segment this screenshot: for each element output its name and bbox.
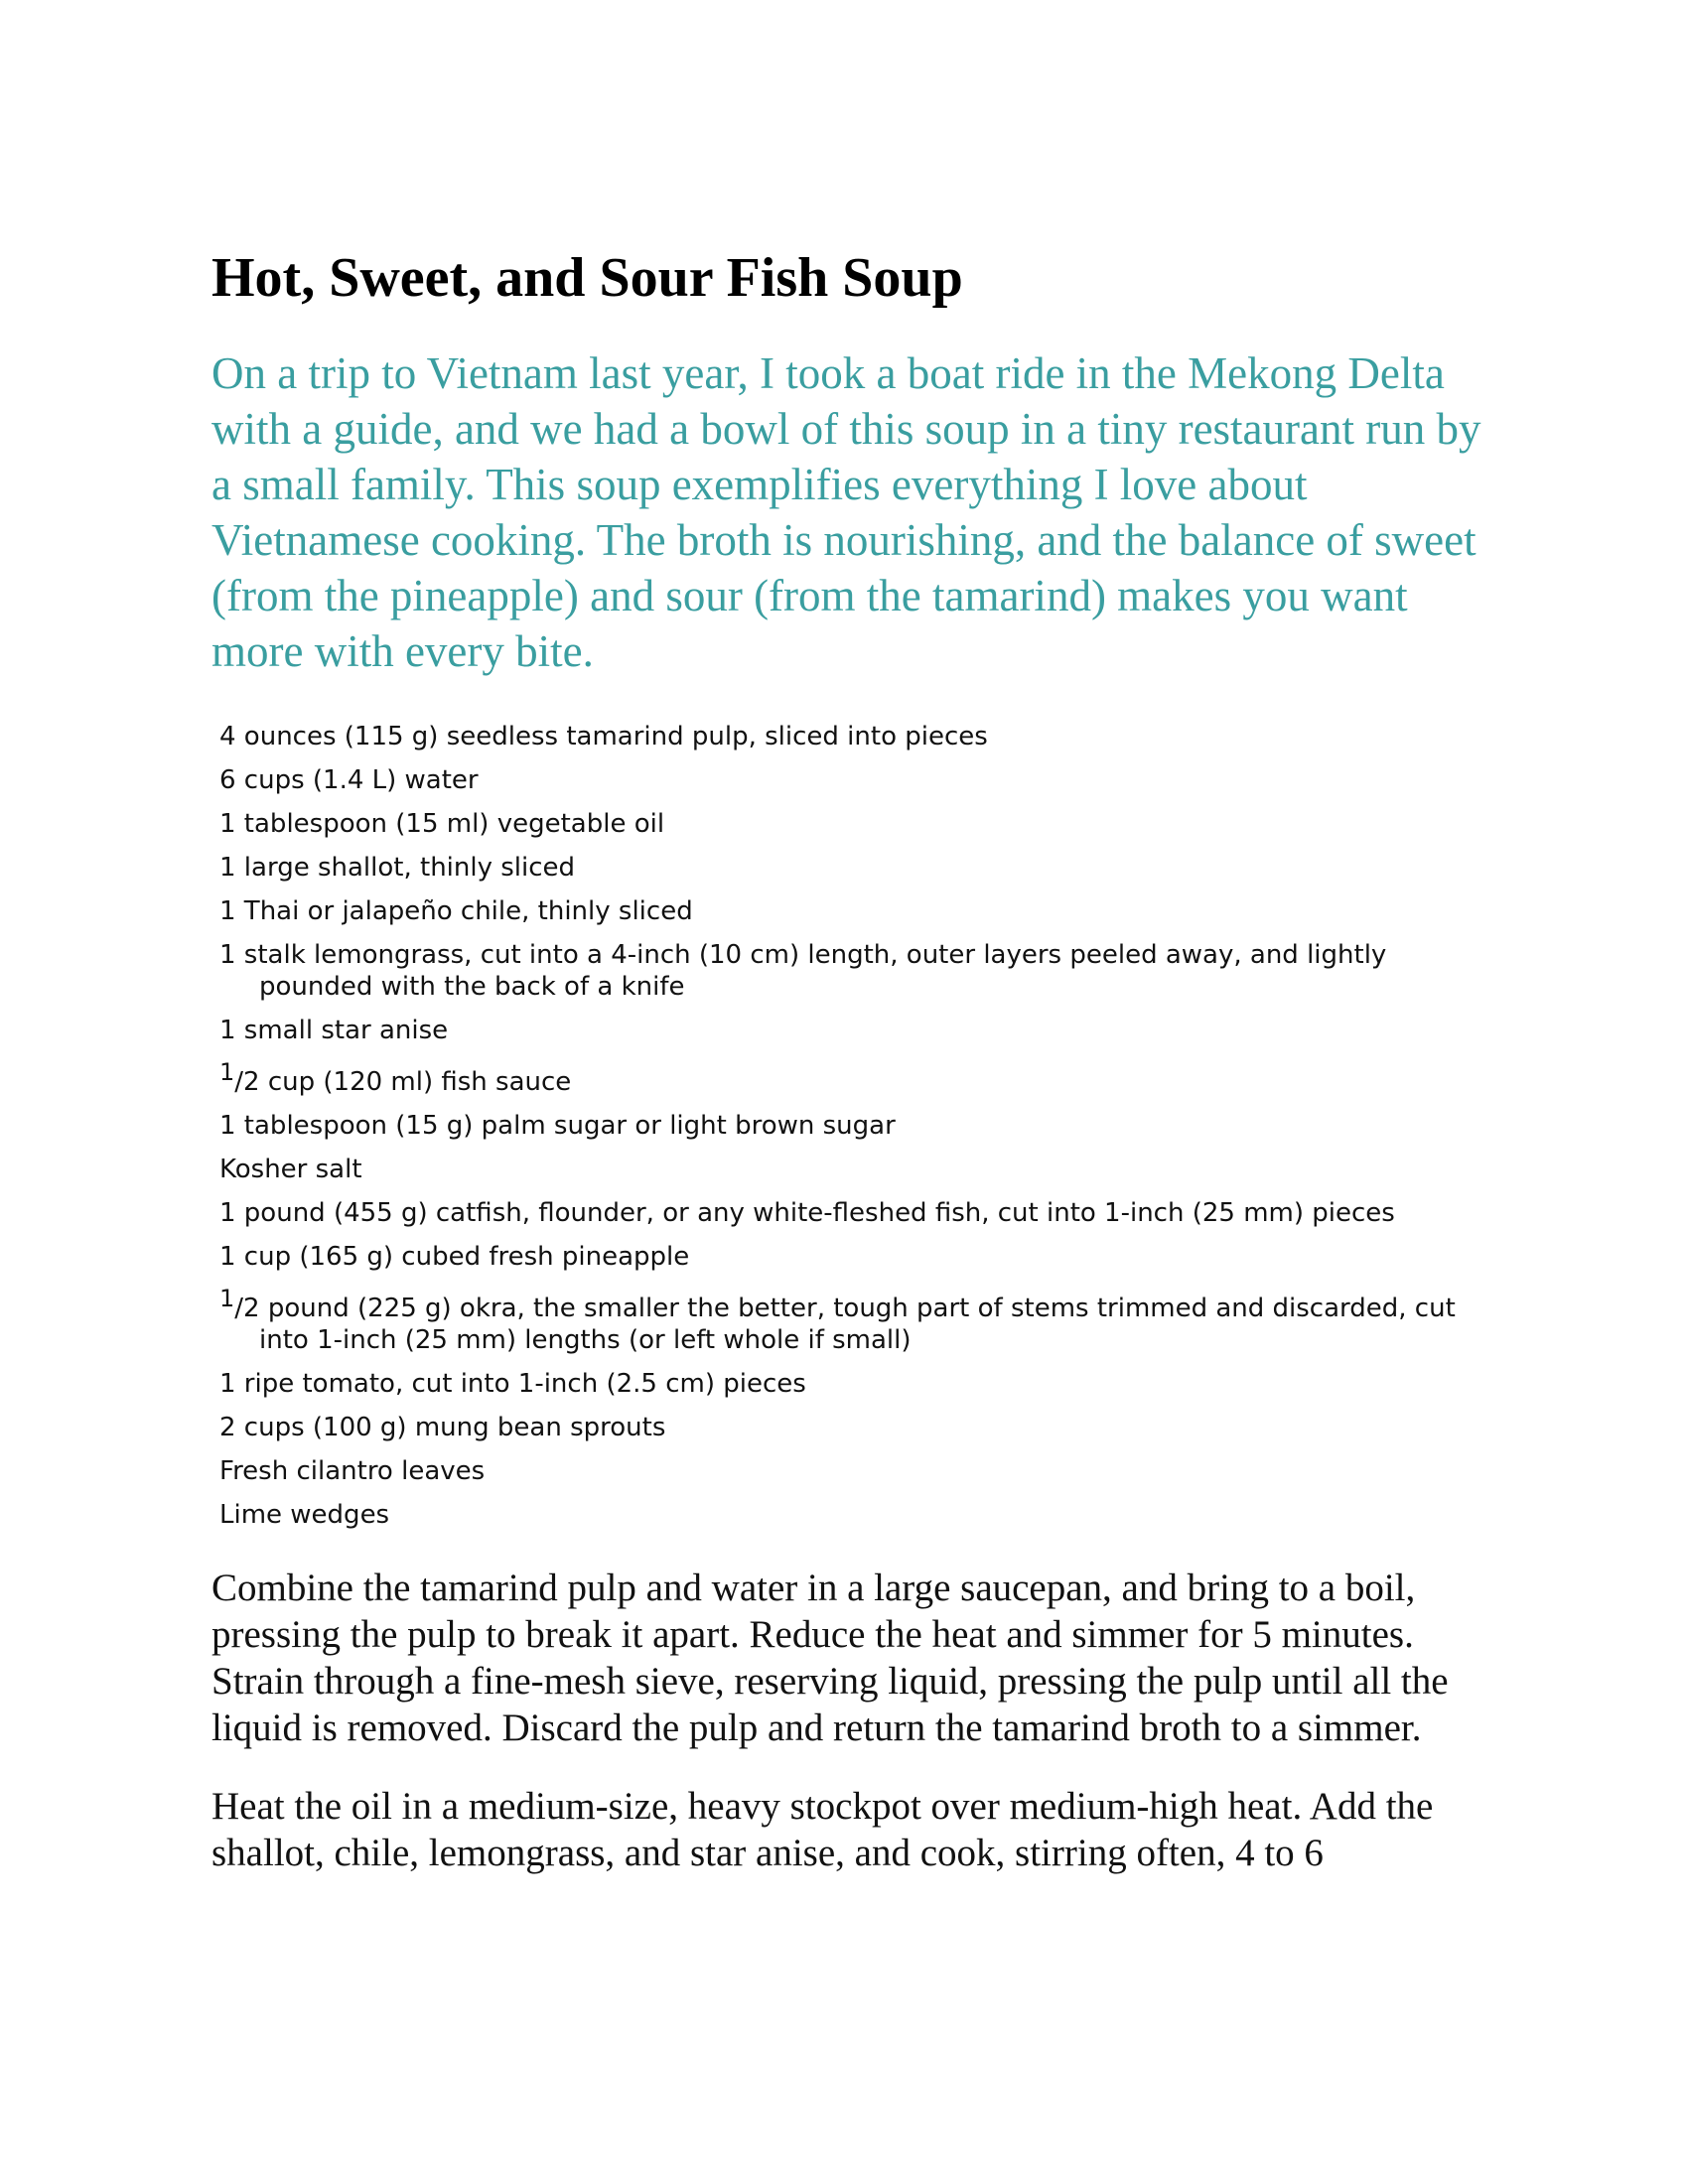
ingredient-text: 1 small star anise [219,1015,449,1045]
ingredient-item [219,1154,1500,1185]
ingredient-text: 1 large shallot, thinly sliced [219,852,576,883]
ingredient-text: 1 Thai or jalapeño chile, thinly sliced [219,895,693,926]
instruction-paragraph: Heat the oil in a medium-size, heavy stockpot over medium-high heat. Add the shallot, chile, lemongrass, and star anise, and cook, stirring often, 4 to 6 [211,1784,1434,1874]
ingredient-text: 1 stalk lemongrass, cut into a 4-inch (10 cm) length, outer layers peeled away, and lightly pounded with the back of a knife [219,939,1387,1002]
ingredient-text: 1 tablespoon (15 ml) vegetable oil [219,808,665,839]
ingredient-text: /2 pound (225 g) okra, the smaller the better, tough part of stems trimmed and discarded, cut into 1-inch (25 mm) lengths (or left whole if small) [234,1293,1456,1355]
ingredient-text: 1 ripe tomato, cut into 1-inch (2.5 cm) pieces [219,1368,806,1399]
ingredient-text: 6 cups (1.4 L) water [219,764,479,795]
ingredient-item [219,1110,1500,1142]
ingredient-text: 1 cup (165 g) cubed fresh pineapple [219,1241,690,1272]
ingredient-item [219,895,1500,927]
fraction-numerator: 1 [219,1284,235,1312]
ingredient-item [219,808,1500,840]
ingredient-item [219,1455,1500,1487]
ingredient-text: 4 ounces (115 g) seedless tamarind pulp, sliced into pieces [219,721,988,751]
fraction-numerator: 1 [219,1057,235,1086]
ingredient-text: Kosher salt [219,1154,362,1184]
instruction-paragraph: Combine the tamarind pulp and water in a large saucepan, and bring to a boil, pressing the pulp to break it apart. Reduce the heat and simmer for 5 minutes. Strain through a fine-mesh sieve, reserving liquid, pressing the pulp until all the liquid is removed. Discard the pulp and return the tamarind broth to a simmer. [211,1566,1449,1749]
ingredient-item [219,939,1500,1003]
recipe-title: Hot, Sweet, and Sour Fish Soup [211,247,963,309]
ingredient-text: 1 tablespoon (15 g) palm sugar or light brown sugar [219,1110,896,1141]
ingredient-item [219,1368,1500,1400]
ingredient-text: 1 pound (455 g) catfish, flounder, or any white-fleshed fish, cut into 1-inch (25 mm) pieces [219,1197,1395,1228]
ingredient-item [219,1284,1500,1356]
ingredient-text: /2 cup (120 ml) fish sauce [234,1066,572,1097]
recipe-intro: On a trip to Vietnam last year, I took a boat ride in the Mekong Delta with a guide, and we had a bowl of this soup in a tiny restaurant run by a small family. This soup exemplifies everything I love about Vietnamese cooking. The broth is nourishing, and the balance of sweet (from the pineapple) and sour (from the tamarind) makes you want more with every bite. [211,347,1481,676]
ingredient-text: Lime wedges [219,1499,390,1530]
ingredient-item [219,1197,1500,1229]
ingredient-item [219,721,1500,752]
ingredient-item [219,1412,1500,1443]
ingredient-text: 2 cups (100 g) mung bean sprouts [219,1412,666,1442]
instructions [211,1565,1492,1876]
ingredient-item [219,1499,1500,1531]
ingredient-item [219,1057,1500,1098]
ingredient-item [219,764,1500,796]
ingredient-text: Fresh cilantro leaves [219,1455,486,1486]
recipe-page [211,248,1492,1908]
ingredient-item [219,852,1500,884]
ingredient-item [219,1241,1500,1273]
ingredient-list [211,721,1492,1531]
ingredient-item [219,1015,1500,1046]
